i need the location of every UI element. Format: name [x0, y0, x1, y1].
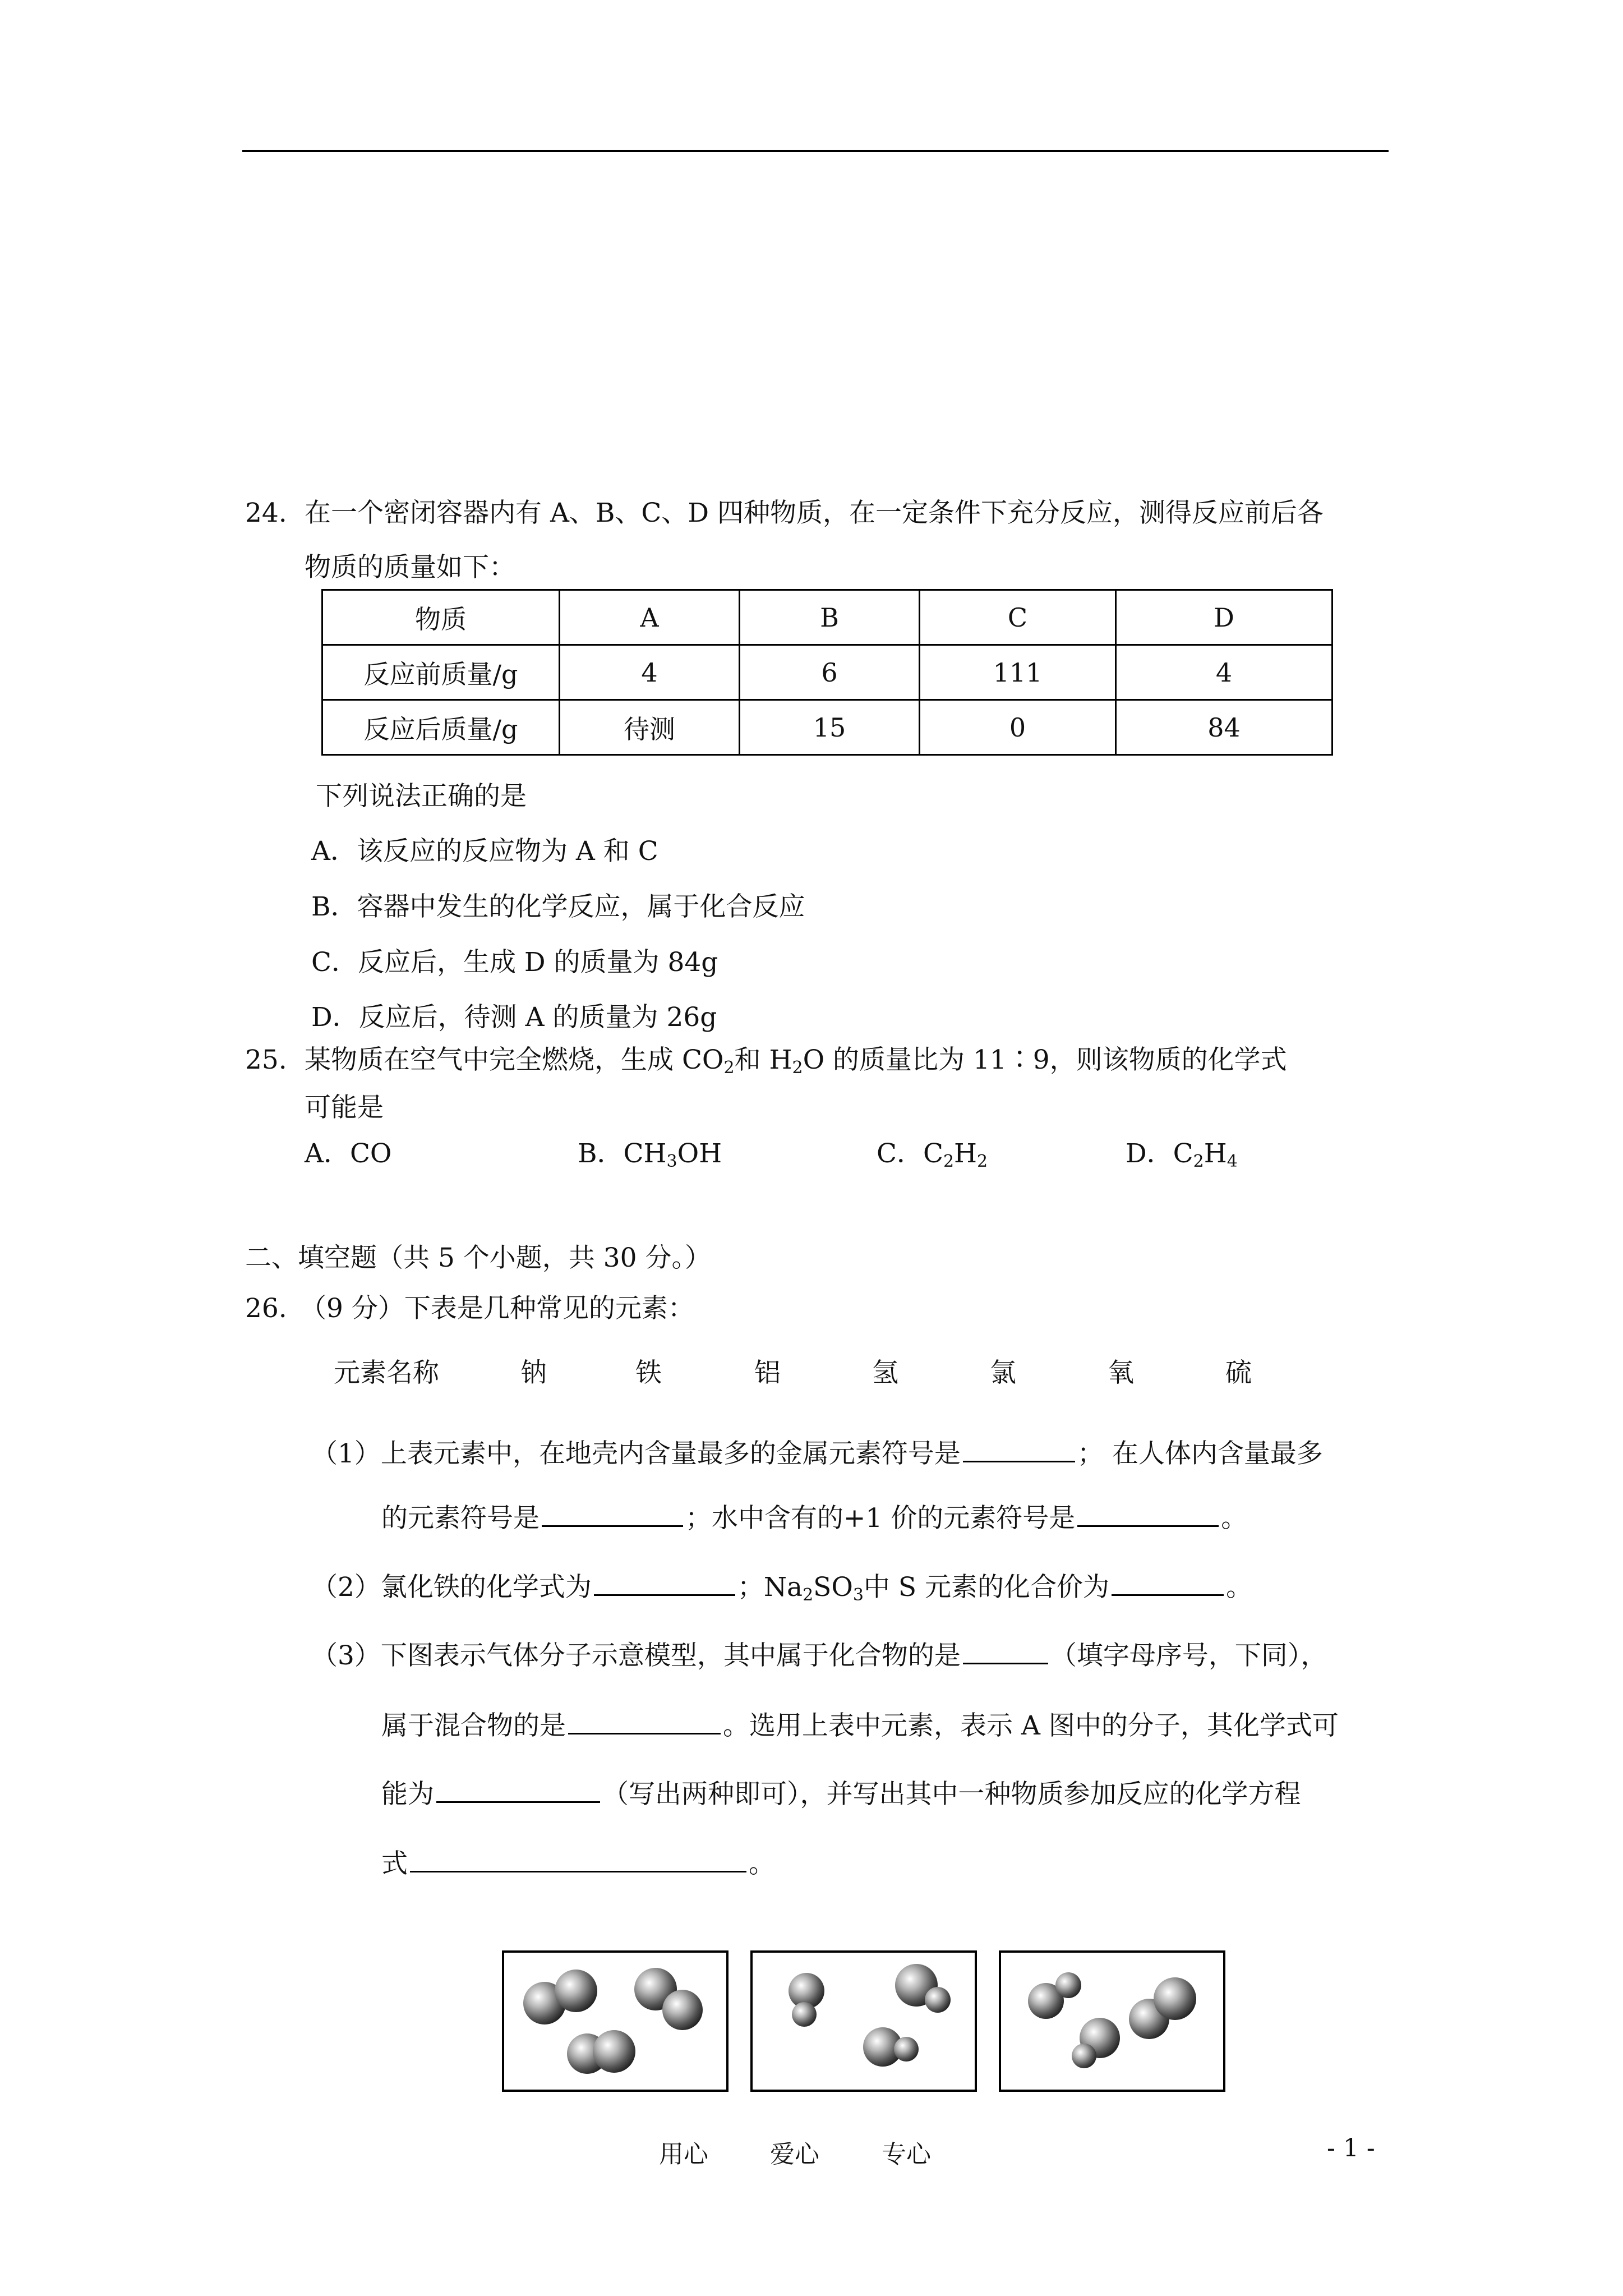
q25-stem-line2: 可能是: [305, 1092, 384, 1123]
answer-blank[interactable]: [542, 1499, 683, 1527]
q26-part3-line1: （3）下图表示气体分子示意模型，其中属于化合物的是 （填字母序号，下同），: [311, 1637, 1327, 1673]
elements-label: 元素名称: [334, 1358, 439, 1388]
table-cell: 111: [920, 645, 1116, 700]
q25-stem: 某物质在空气中完全燃烧，生成 $CO_2$和 $H_2O$ 的质量比为 11∶9，则该物质的化学式: [305, 1045, 1287, 1078]
table-cell: 待测: [560, 700, 740, 755]
table-row: [322, 645, 1332, 700]
atom: [1154, 1977, 1196, 2020]
q26-intro: （9 分）下表是几种常见的元素：: [300, 1293, 694, 1324]
table-cell: 0: [920, 700, 1116, 755]
header-rule: [242, 150, 1389, 152]
mass-table: [321, 589, 1333, 756]
atom: [925, 1987, 951, 2013]
molecule-diagram-a: [504, 1953, 726, 2090]
table-cell: 6: [740, 645, 920, 700]
table-cell: B: [740, 590, 920, 645]
molecule-box-a: [502, 1950, 728, 2092]
answer-blank[interactable]: [568, 1707, 721, 1734]
q25-option-d: D．$C_2H_4$: [1126, 1138, 1238, 1171]
table-cell: C: [920, 590, 1116, 645]
table-cell: 84: [1116, 700, 1332, 755]
section-title: 二、填空题（共 5 个小题，共 30 分。）: [245, 1243, 711, 1273]
element-al: 铝: [754, 1358, 781, 1388]
table-cell: 4: [1116, 645, 1332, 700]
element-h: 氢: [872, 1358, 898, 1388]
q24-prompt: 下列说法正确的是: [316, 781, 527, 812]
answer-blank[interactable]: [963, 1637, 1048, 1664]
table-header-row: [322, 590, 1332, 645]
q26-part1-line1: （1）上表元素中，在地壳内含量最多的金属元素符号是 ； 在人体内含量最多: [311, 1435, 1323, 1471]
atom: [593, 2030, 635, 2073]
footer-slogan-1: 用心: [659, 2140, 708, 2169]
q24-stem-line1: 在一个密闭容器内有 A、B、C、D 四种物质，在一定条件下充分反应，测得反应前后各: [305, 498, 1324, 528]
answer-blank[interactable]: [1112, 1568, 1224, 1596]
q24-option-d: D．反应后，待测 A 的质量为 26g: [311, 1002, 717, 1033]
molecule-box-b: [750, 1950, 977, 2092]
answer-blank[interactable]: [410, 1845, 746, 1872]
q24-number: 24.: [245, 498, 287, 528]
q26-part3-line4: 式 。: [381, 1845, 775, 1881]
molecule-diagram-b: [753, 1953, 975, 2090]
table-cell: 反应前质量/g: [322, 645, 560, 700]
atom: [1055, 1972, 1081, 1998]
atom: [662, 1990, 703, 2030]
table-cell: A: [560, 590, 740, 645]
page-number: - 1 -: [1327, 2134, 1375, 2162]
table-cell: 4: [560, 645, 740, 700]
answer-blank[interactable]: [963, 1435, 1075, 1462]
atom: [555, 1970, 597, 2012]
table-row: [322, 700, 1332, 755]
element-na: 钠: [520, 1358, 547, 1388]
q26-part3-line3: 能为 （写出两种即可），并写出其中一种物质参加反应的化学方程: [381, 1775, 1301, 1811]
atom: [894, 2037, 919, 2062]
q26-part3-line2: 属于混合物的是 。选用上表中元素，表示 A 图中的分子，其化学式可: [381, 1707, 1339, 1743]
q24-option-a: A．该反应的反应物为 A 和 C: [311, 836, 658, 867]
atom: [792, 2002, 817, 2027]
molecule-diagram-c: [1001, 1953, 1223, 2090]
element-s: 硫: [1225, 1358, 1252, 1388]
q24-stem-line2: 物质的质量如下：: [305, 552, 515, 583]
element-o: 氧: [1108, 1358, 1134, 1388]
answer-blank[interactable]: [594, 1568, 735, 1596]
q26-part2: （2）氯化铁的化学式为 ；$Na_2SO_3$中 S 元素的化合价为 。: [311, 1568, 1252, 1604]
table-cell: 15: [740, 700, 920, 755]
q25-number: 25.: [245, 1045, 287, 1075]
q24-option-c: C．反应后，生成 D 的质量为 84g: [311, 947, 718, 978]
molecule-box-c: [999, 1950, 1225, 2092]
q25-option-b: B．$CH_3OH$: [578, 1138, 722, 1171]
answer-blank[interactable]: [1077, 1499, 1219, 1527]
element-fe: 铁: [635, 1358, 662, 1388]
q26-number: 26.: [245, 1293, 287, 1324]
atom: [1072, 2044, 1096, 2068]
q26-part1-line2: 的元素符号是 ；水中含有的+1 价的元素符号是 。: [381, 1499, 1247, 1535]
footer-slogan-2: 爱心: [770, 2140, 819, 2169]
table-cell: D: [1116, 590, 1332, 645]
footer-slogan-3: 专心: [882, 2140, 931, 2169]
q25-option-c: C．$C_2H_2$: [877, 1138, 988, 1171]
table-cell: 物质: [322, 590, 560, 645]
answer-blank[interactable]: [436, 1775, 600, 1803]
table-cell: 反应后质量/g: [322, 700, 560, 755]
q25-option-a: A．CO: [305, 1138, 392, 1169]
element-cl: 氯: [990, 1358, 1016, 1388]
q24-option-b: B．容器中发生的化学反应，属于化合反应: [311, 891, 805, 922]
